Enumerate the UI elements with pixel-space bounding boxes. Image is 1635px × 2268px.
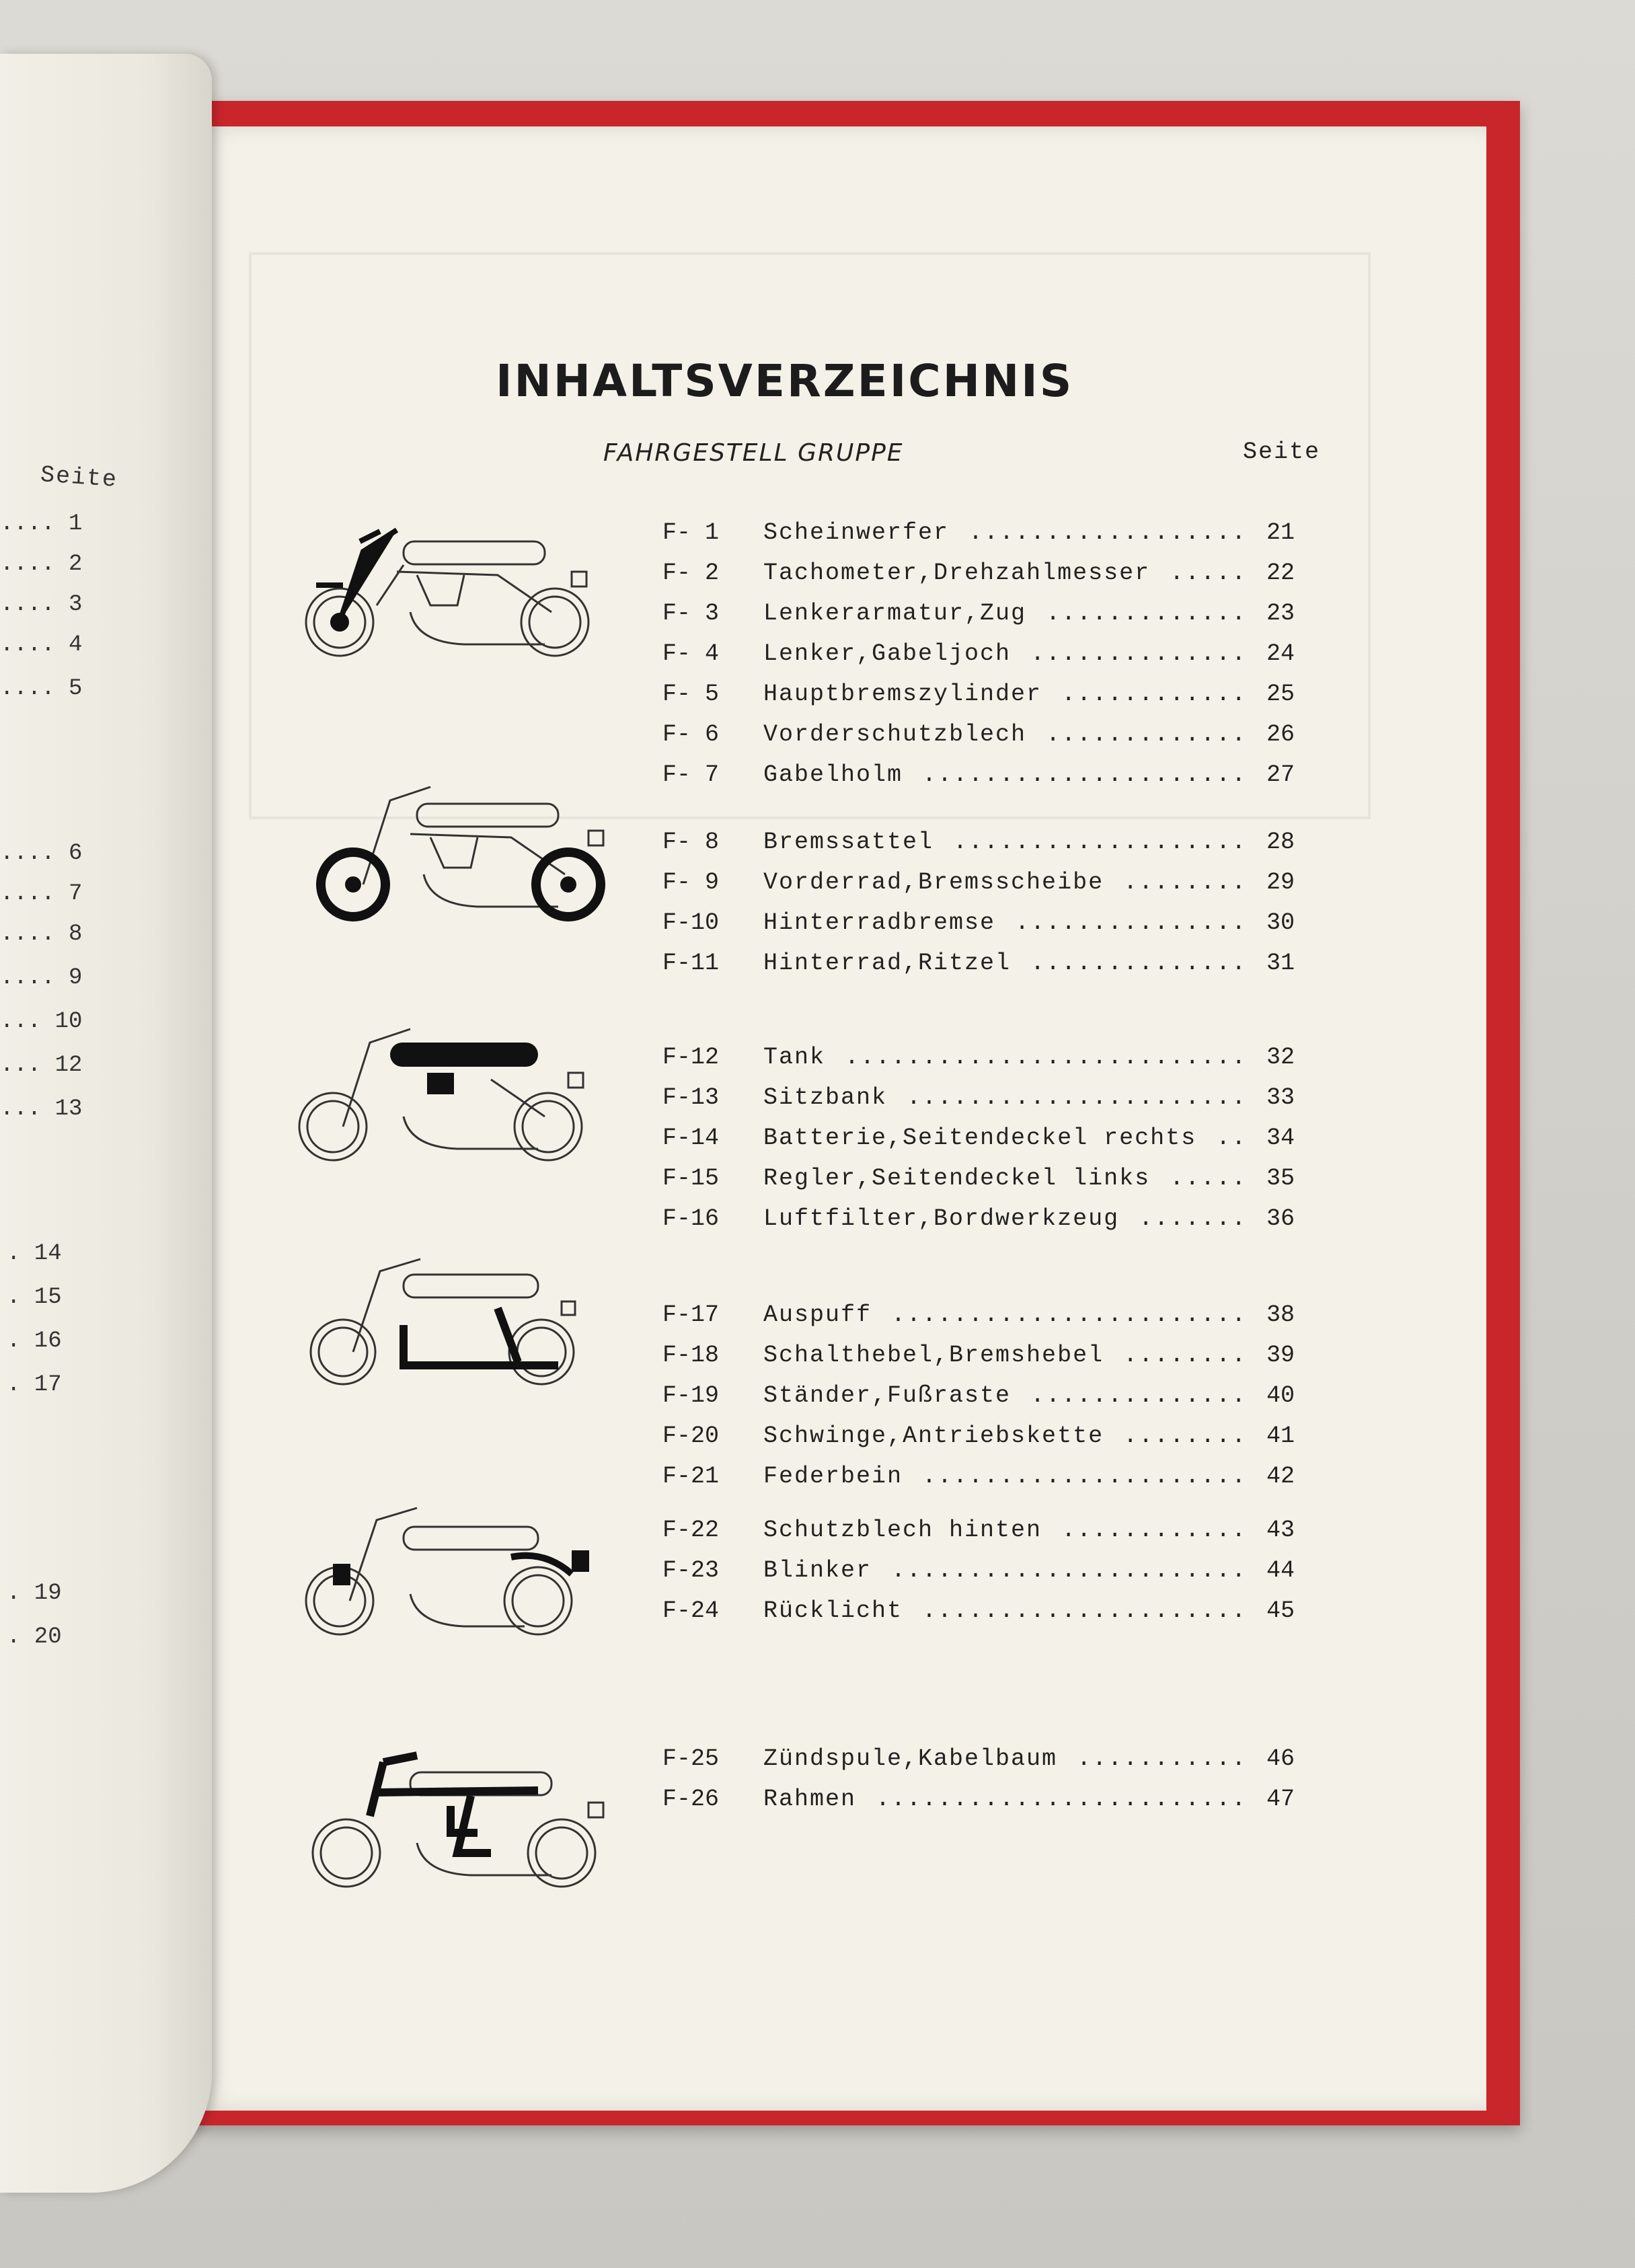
toc-entry: [662, 1423, 1335, 1456]
left-page-number: .... 9: [0, 965, 83, 991]
toc-entry-code: F-17: [662, 1301, 720, 1328]
toc-entry-label: Ständer,Fußraste: [763, 1382, 1015, 1409]
toc-entry-title: [763, 1084, 1248, 1111]
toc-entry-title: [763, 1205, 1248, 1232]
left-page-number: . 19: [7, 1581, 62, 1606]
toc-entry-title: [763, 1044, 1248, 1071]
motorcycle-rear-fender-icon: [296, 1500, 599, 1655]
toc-entry-page: 43: [1254, 1517, 1295, 1544]
toc-entry-code: F- 2: [662, 560, 720, 587]
left-page-number: ... 13: [0, 1096, 83, 1122]
toc-entry-page: 35: [1254, 1165, 1295, 1192]
toc-entry-code: F- 4: [662, 640, 720, 667]
left-page-number: . 14: [7, 1241, 62, 1267]
toc-entry: [662, 1517, 1335, 1550]
toc-entry-page: 31: [1254, 950, 1295, 977]
toc-entry-page: 44: [1254, 1557, 1295, 1584]
toc-entry-label: Regler,Seitendeckel links: [763, 1165, 1154, 1192]
toc-entry-label: Tachometer,Drehzahlmesser: [763, 560, 1154, 587]
toc-entry-code: F-20: [662, 1423, 720, 1449]
toc-entry-title: [763, 761, 1248, 788]
toc-entry-page: 39: [1254, 1342, 1295, 1369]
left-page-number: .... 8: [0, 921, 83, 947]
toc-entry-label: Hauptbremszylinder: [763, 681, 1046, 708]
toc-entry-label: Schwinge,Antriebskette: [763, 1423, 1108, 1449]
toc-entry: [662, 519, 1335, 553]
toc-entry-title: [763, 519, 1248, 546]
toc-entry: [662, 1342, 1335, 1375]
toc-entry-label: Hinterradbremse: [763, 909, 999, 936]
toc-entry-page: 21: [1254, 519, 1295, 546]
toc-entry-code: F- 3: [662, 600, 720, 627]
toc-entry-label: Tank: [763, 1044, 829, 1071]
toc-entry-label: Blinker: [763, 1557, 876, 1584]
toc-entry: [662, 1165, 1335, 1199]
toc-entry-page: 46: [1254, 1745, 1295, 1772]
toc-entry: [662, 909, 1335, 943]
toc-entry-page: 30: [1254, 909, 1295, 936]
toc-entry: [662, 721, 1335, 755]
toc-entry-code: F- 6: [662, 721, 720, 748]
toc-entry-code: F-18: [662, 1342, 720, 1369]
motorcycle-frame-icon: [303, 1742, 612, 1903]
left-page-number: .... 6: [0, 841, 83, 866]
toc-entry-label: Zündspule,Kabelbaum: [763, 1745, 1061, 1772]
toc-entry-page: 41: [1254, 1423, 1295, 1449]
toc-entry-code: F-13: [662, 1084, 720, 1111]
toc-entry-label: Auspuff: [763, 1301, 876, 1328]
toc-entry: [662, 600, 1335, 634]
toc-entry-page: 27: [1254, 761, 1295, 788]
left-page-number: ... 12: [0, 1053, 83, 1078]
toc-entry-label: Schalthebel,Bremshebel: [763, 1342, 1108, 1369]
toc-entry-label: Luftfilter,Bordwerkzeug: [763, 1205, 1123, 1232]
toc-entry-label: Rahmen: [763, 1786, 860, 1813]
toc-entry-label: Lenker,Gabeljoch: [763, 640, 1015, 667]
left-page-number: .... 7: [0, 881, 83, 907]
toc-entry-label: Schutzblech hinten: [763, 1517, 1046, 1544]
toc-entry-label: Sitzbank: [763, 1084, 891, 1111]
toc-entry: [662, 1463, 1335, 1497]
toc-entry-code: F-19: [662, 1382, 720, 1409]
toc-entry-title: [763, 1597, 1248, 1624]
toc-entry-title: [763, 1125, 1248, 1151]
toc-entry-label: Vorderschutzblech: [763, 721, 1030, 748]
toc-entry-title: [763, 560, 1248, 587]
left-page-number: .... 5: [0, 676, 83, 702]
toc-entry: [662, 1205, 1335, 1239]
toc-entry: [662, 1557, 1335, 1591]
toc-entry: [662, 681, 1335, 714]
toc-entry-code: F-24: [662, 1597, 720, 1624]
toc-entry: [662, 1044, 1335, 1078]
left-page-column-header: Seite: [39, 461, 119, 494]
left-page-number: ... 10: [0, 1009, 83, 1034]
left-page: [0, 54, 212, 2193]
toc-entry-page: 24: [1254, 640, 1295, 667]
toc-entry-page: 25: [1254, 681, 1295, 708]
toc-entry-title: [763, 909, 1248, 936]
toc-entry-label: Gabelholm: [763, 761, 907, 788]
toc-entry: [662, 829, 1335, 862]
toc-entry-page: 45: [1254, 1597, 1295, 1624]
page-title: INHALTSVERZEICHNIS: [496, 355, 1074, 407]
toc-entry: [662, 1786, 1335, 1819]
motorcycle-headlight-icon: [296, 511, 612, 673]
toc-entry-title: [763, 640, 1248, 667]
toc-entry-code: F-25: [662, 1745, 720, 1772]
left-page-number: .... 2: [0, 552, 83, 577]
toc-entry-page: 36: [1254, 1205, 1295, 1232]
toc-entry-title: [763, 1557, 1248, 1584]
toc-entry-page: 38: [1254, 1301, 1295, 1328]
toc-entry: [662, 869, 1335, 903]
toc-entry-title: [763, 869, 1248, 896]
toc-entry: [662, 1125, 1335, 1158]
toc-entry-title: [763, 1382, 1248, 1409]
toc-entry-title: [763, 1342, 1248, 1369]
toc-entry-code: F-12: [662, 1044, 720, 1071]
toc-entry-page: 29: [1254, 869, 1295, 896]
toc-entry: [662, 950, 1335, 983]
toc-entry-code: F-14: [662, 1125, 720, 1151]
motorcycle-exhaust-icon: [303, 1251, 585, 1406]
toc-entry-title: [763, 829, 1248, 856]
toc-entry: [662, 1382, 1335, 1416]
toc-entry-code: F-11: [662, 950, 720, 977]
page-subtitle: FAHRGESTELL GRUPPE: [603, 439, 904, 467]
toc-entry-code: F-21: [662, 1463, 720, 1490]
toc-entry-code: F-10: [662, 909, 720, 936]
toc-entry-title: [763, 681, 1248, 708]
toc-entry-title: [763, 1301, 1248, 1328]
toc-entry-title: [763, 950, 1248, 977]
toc-entry-title: [763, 1517, 1248, 1544]
toc-entry: [662, 640, 1335, 674]
left-page-number: . 17: [7, 1372, 62, 1398]
toc-entry: [662, 1301, 1335, 1335]
left-page-number: .... 3: [0, 592, 83, 617]
toc-entry-label: Vorderrad,Bremsscheibe: [763, 869, 1108, 896]
toc-entry-page: 26: [1254, 721, 1295, 748]
toc-entry-label: Scheinwerfer: [763, 519, 953, 546]
page-column-header: Seite: [1243, 439, 1321, 465]
toc-entry-label: Bremssattel: [763, 829, 938, 856]
toc-entry-label: Federbein: [763, 1463, 907, 1490]
toc-entry-page: 34: [1254, 1125, 1295, 1151]
toc-entry-page: 22: [1254, 560, 1295, 587]
toc-entry-page: 40: [1254, 1382, 1295, 1409]
toc-entry-code: F- 9: [662, 869, 720, 896]
toc-entry-title: [763, 721, 1248, 748]
toc-entry: [662, 761, 1335, 795]
toc-entry-code: F- 5: [662, 681, 720, 708]
toc-entry-label: Batterie,Seitendeckel rechts: [763, 1125, 1201, 1151]
toc-entry-page: 32: [1254, 1044, 1295, 1071]
toc-entry-label: Hinterrad,Ritzel: [763, 950, 1015, 977]
toc-entry-code: F-22: [662, 1517, 720, 1544]
toc-entry-title: [763, 1463, 1248, 1490]
toc-entry: [662, 1084, 1335, 1118]
toc-entry-code: F-23: [662, 1557, 720, 1584]
toc-entry-label: Lenkerarmatur,Zug: [763, 600, 1030, 627]
toc-entry-title: [763, 1423, 1248, 1449]
toc-entry: [662, 1745, 1335, 1779]
toc-entry-code: F- 8: [662, 829, 720, 856]
toc-entry-title: [763, 600, 1248, 627]
left-page-number: . 16: [7, 1328, 62, 1354]
left-page-number: . 15: [7, 1285, 62, 1310]
toc-entry-code: F-26: [662, 1786, 720, 1813]
toc-entry-page: 23: [1254, 600, 1295, 627]
toc-entry-page: 28: [1254, 829, 1295, 856]
toc-entry-title: [763, 1745, 1248, 1772]
toc-entry-title: [763, 1165, 1248, 1192]
left-page-number: .... 4: [0, 632, 83, 658]
left-page-number: .... 1: [0, 511, 83, 537]
toc-entry-code: F- 1: [662, 519, 720, 546]
motorcycle-tank-icon: [289, 1016, 605, 1177]
toc-entry-title: [763, 1786, 1248, 1813]
toc-entry-page: 33: [1254, 1084, 1295, 1111]
toc-entry-code: F-15: [662, 1165, 720, 1192]
toc-entry-code: F- 7: [662, 761, 720, 788]
left-page-number: . 20: [7, 1624, 62, 1650]
toc-entry: [662, 1597, 1335, 1631]
toc-entry-page: 42: [1254, 1463, 1295, 1490]
toc-entry-page: 47: [1254, 1786, 1295, 1813]
toc-entry: [662, 560, 1335, 593]
motorcycle-wheels-icon: [309, 773, 625, 935]
toc-entry-label: Rücklicht: [763, 1597, 907, 1624]
toc-entry-code: F-16: [662, 1205, 720, 1232]
